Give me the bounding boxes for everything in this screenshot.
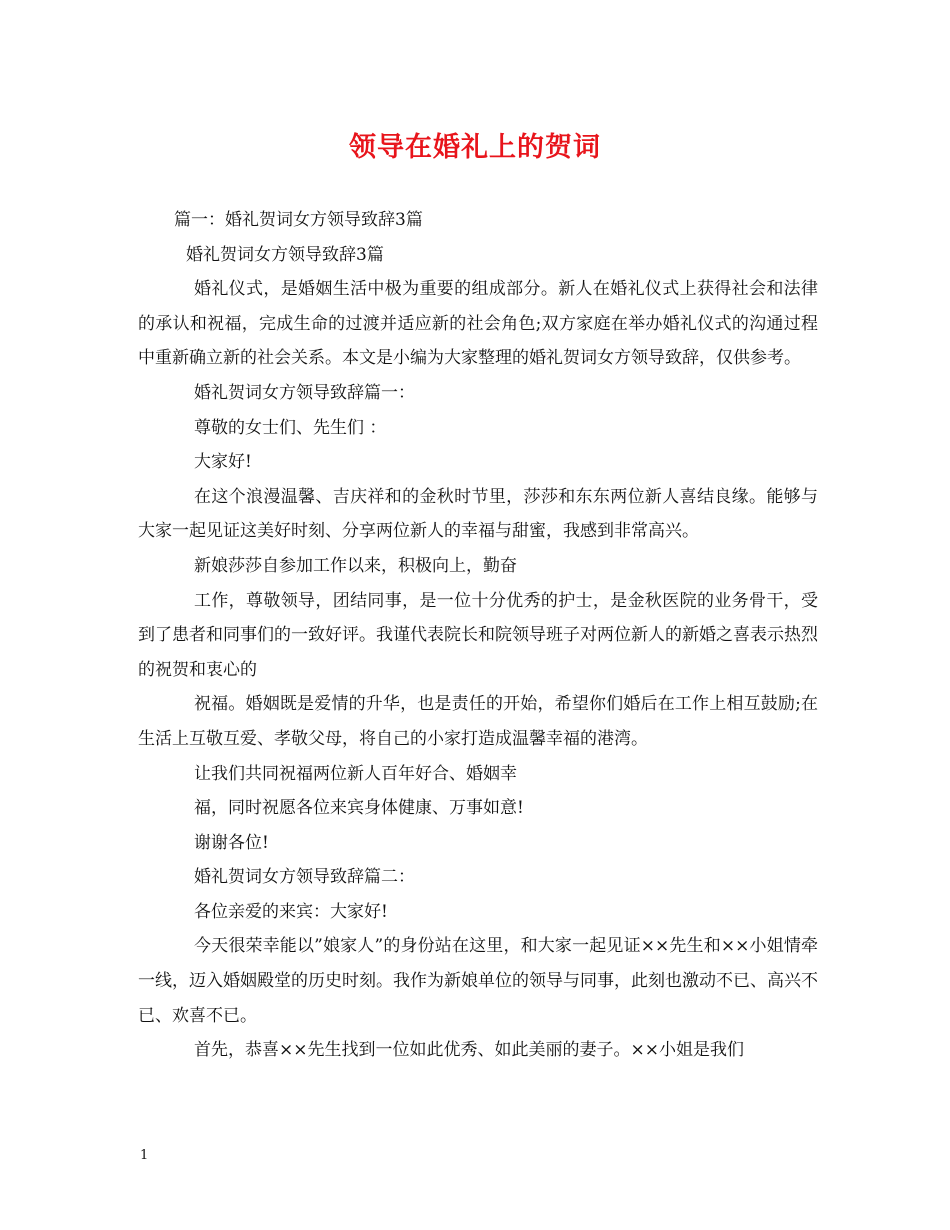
speech-paragraph: 让我们共同祝福两位新人百年好合、婚姻幸 [194,763,517,784]
section-heading: 篇一：婚礼贺词女方领导致辞3篇 [174,210,423,230]
speech-greeting: 各位亲爱的来宾：大家好! [194,901,388,922]
page-title: 领导在婚礼上的贺词 [349,132,601,163]
speech-paragraph: 福，同时祝愿各位来宾身体健康、万事如意! [194,798,524,819]
document-body [138,203,818,1068]
intro-paragraph: 婚礼仪式，是婚姻生活中极为重要的组成部分。新人在婚礼仪式上获得社会和法律的承认和祝福，完成生命的过渡并适应新的社会角色;双方家庭在举办婚礼仪式的沟通过程中重新确立新的社会关系。本文是小编为大家整理的婚礼贺词女方领导致辞，仅供参考。 [138,279,818,369]
speech-paragraph: 祝福。婚姻既是爱情的升华，也是责任的开始，希望你们婚后在工作上相互鼓励;在生活上互敬互爱、孝敬父母，将自己的小家打造成温馨幸福的港湾。 [138,694,818,749]
speech-greeting: 尊敬的女士们、先生们 ： [194,417,387,438]
speech-paragraph: 今天很荣幸能以”娘家人”的身份站在这里，和大家一起见证××先生和××小姐情牵一线，迈入婚姻殿堂的历史时刻。我作为新娘单位的领导与同事，此刻也激动不已、高兴不已、欢喜不已。 [138,936,818,1026]
speech-paragraph: 首先，恭喜××先生找到一位如此优秀、如此美丽的妻子。××小姐是我们 [194,1040,744,1061]
subsection-heading: 婚礼贺词女方领导致辞3篇 [186,244,384,265]
page-number: 1 [140,1148,149,1163]
speech-heading: 婚礼贺词女方领导致辞篇二： [194,867,415,888]
speech-paragraph: 在这个浪漫温馨、吉庆祥和的金秋时节里，莎莎和东东两位新人喜结良缘。能够与大家一起见证这美好时刻、分享两位新人的幸福与甜蜜，我感到非常高兴。 [138,486,818,542]
speech-paragraph: 工作，尊敬领导，团结同事，是一位十分优秀的护士，是金秋医院的业务骨干，受到了患者和同事们的一致好评。我谨代表院长和院领导班子对两位新人的新婚之喜表示热烈的祝贺和衷心的 [138,590,818,680]
speech-hello: 大家好! [194,452,252,473]
speech-paragraph: 新娘莎莎自参加工作以来，积极向上，勤奋 [194,555,517,576]
speech-heading: 婚礼贺词女方领导致辞篇一： [194,382,415,403]
speech-thanks: 谢谢各位! [194,832,269,853]
